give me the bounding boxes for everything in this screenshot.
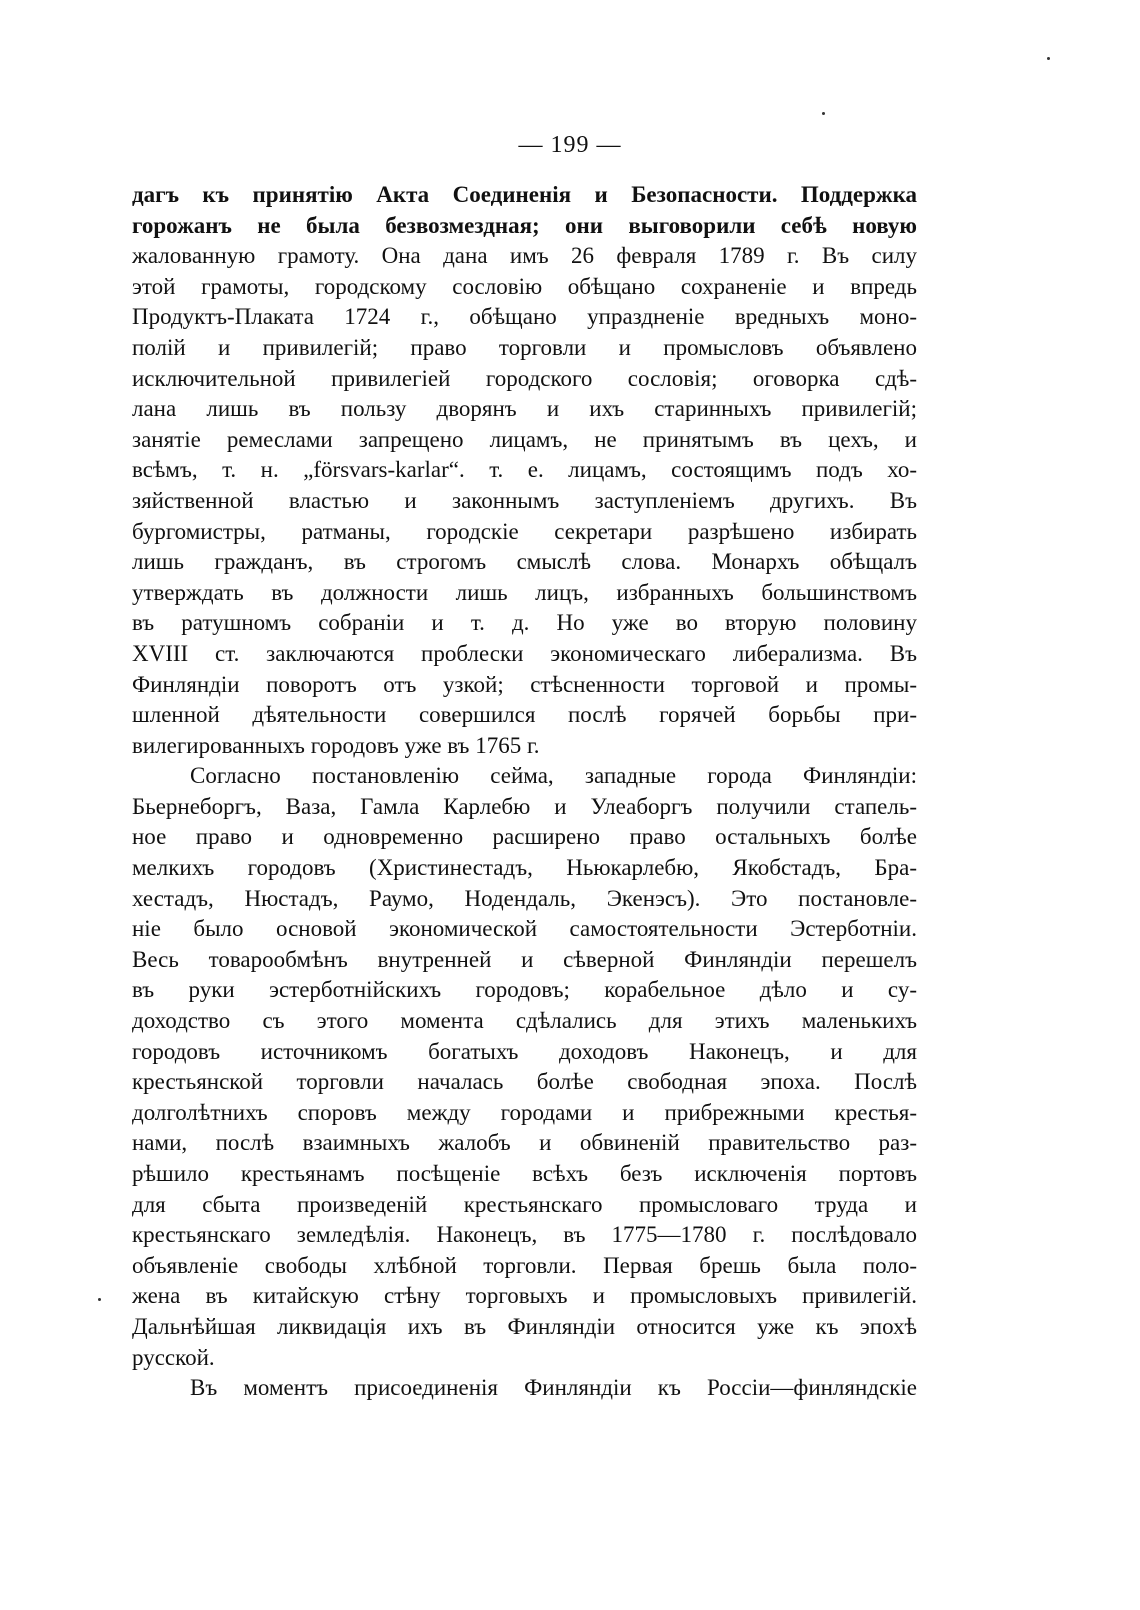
text-line: доходство съ этого момента сдѣлались для этихъ маленькихъ xyxy=(132,1008,917,1034)
text-line: ное право и одновременно расширено право остальныхъ болѣе xyxy=(132,824,917,850)
text-line: крестьянскаго земледѣлія. Наконецъ, въ 1775—1780 г. послѣдовало xyxy=(132,1222,917,1248)
text-line: этой грамоты, городскому сословію обѣщано сохраненіе и впредь xyxy=(132,273,917,299)
page-number: — 199 — xyxy=(518,132,622,158)
text-line: зяйственной властью и законнымъ заступленіемъ другихъ. Въ xyxy=(132,487,917,513)
text-line: жена въ китайскую стѣну торговыхъ и промысловыхъ привилегій. xyxy=(132,1283,917,1309)
text-line: Дальнѣйшая ликвидація ихъ въ Финляндіи относится уже къ эпохѣ xyxy=(132,1313,917,1339)
text-line: нами, послѣ взаимныхъ жалобъ и обвиненій правительство раз- xyxy=(132,1130,917,1156)
text-line: вилегированныхъ городовъ уже въ 1765 г. xyxy=(132,732,540,758)
scan-speck xyxy=(98,1298,101,1301)
text-line: рѣшило крестьянамъ посѣщеніе всѣхъ безъ исключенія портовъ xyxy=(132,1161,917,1186)
scan-speck xyxy=(822,112,825,115)
text-line: Бьернеборгъ, Ваза, Гамла Карлебю и Улеаборгъ получили стапель- xyxy=(132,793,917,819)
text-line: Финляндіи поворотъ отъ узкой; стѣсненности торговой и промы- xyxy=(132,671,917,697)
scan-speck xyxy=(1047,57,1050,60)
text-line: въ руки эстерботнійскихъ городовъ; корабельное дѣло и су- xyxy=(132,977,917,1003)
text-line: исключительной привилегіей городского сословія; оговорка сдѣ- xyxy=(132,365,917,391)
body-text xyxy=(132,180,917,1404)
text-line: бургомистры, ратманы, городскіе секретари разрѣшено избирать xyxy=(132,518,917,544)
text-line: полій и привилегій; право торговли и промысловъ объявлено xyxy=(132,334,917,360)
text-line: Согласно постановленію сейма, западные города Финляндіи: xyxy=(190,763,917,789)
text-line: крестьянской торговли началась болѣе свободная эпоха. Послѣ xyxy=(132,1069,917,1095)
text-line: дагъ къ принятію Акта Соединенія и Безопасности. Поддержка xyxy=(132,182,917,207)
text-line: шленной дѣятельности совершился послѣ горячей борьбы при- xyxy=(132,702,917,728)
text-line: лишь гражданъ, въ строгомъ смыслѣ слова. Монархъ обѣщалъ xyxy=(132,549,917,575)
text-line: Въ моментъ присоединенія Финляндіи къ Россіи—финляндскіе xyxy=(190,1375,917,1401)
text-line: всѣмъ, т. н. „försvars-karlar“. т. е. лицамъ, состоящимъ подъ хо- xyxy=(132,457,917,483)
text-line: городовъ источникомъ богатыхъ доходовъ Наконецъ, и для xyxy=(132,1038,917,1064)
text-line: лана лишь въ пользу дворянъ и ихъ старинныхъ привилегій; xyxy=(132,396,917,422)
text-line: объявленіе свободы хлѣбной торговли. Первая брешь была поло- xyxy=(132,1252,917,1278)
text-line: въ ратушномъ собраніи и т. д. Но уже во вторую половину xyxy=(132,610,917,636)
text-line: русской. xyxy=(132,1344,215,1370)
text-line: горожанъ не была безвозмездная; они выговорили себѣ новую xyxy=(132,212,917,238)
text-line: для сбыта произведеній крестьянскаго промысловаго труда и xyxy=(132,1191,917,1217)
text-line: ніе было основой экономической самостоятельности Эстерботніи. xyxy=(132,916,917,942)
text-line: долголѣтнихъ споровъ между городами и прибрежными крестья- xyxy=(132,1099,917,1125)
text-line: занятіе ремеслами запрещено лицамъ, не принятымъ въ цехъ, и xyxy=(132,426,917,452)
text-line: Весь товарообмѣнъ внутренней и сѣверной Финляндіи перешелъ xyxy=(132,946,917,972)
text-line: XVIII ст. заключаются проблески экономическаго либерализма. Въ xyxy=(132,640,917,666)
text-line: жалованную грамоту. Она дана имъ 26 февраля 1789 г. Въ силу xyxy=(132,243,917,269)
text-line: мелкихъ городовъ (Христинестадъ, Ньюкарлебю, Якобстадъ, Бра- xyxy=(132,855,917,881)
text-line: Продуктъ-Плаката 1724 г., обѣщано упраздненіе вредныхъ моно- xyxy=(132,304,917,330)
text-line: хестадъ, Нюстадъ, Раумо, Нодендаль, Экенэсъ). Это постановле- xyxy=(132,885,917,911)
text-line: утверждать въ должности лишь лицъ, избранныхъ большинствомъ xyxy=(132,579,917,605)
